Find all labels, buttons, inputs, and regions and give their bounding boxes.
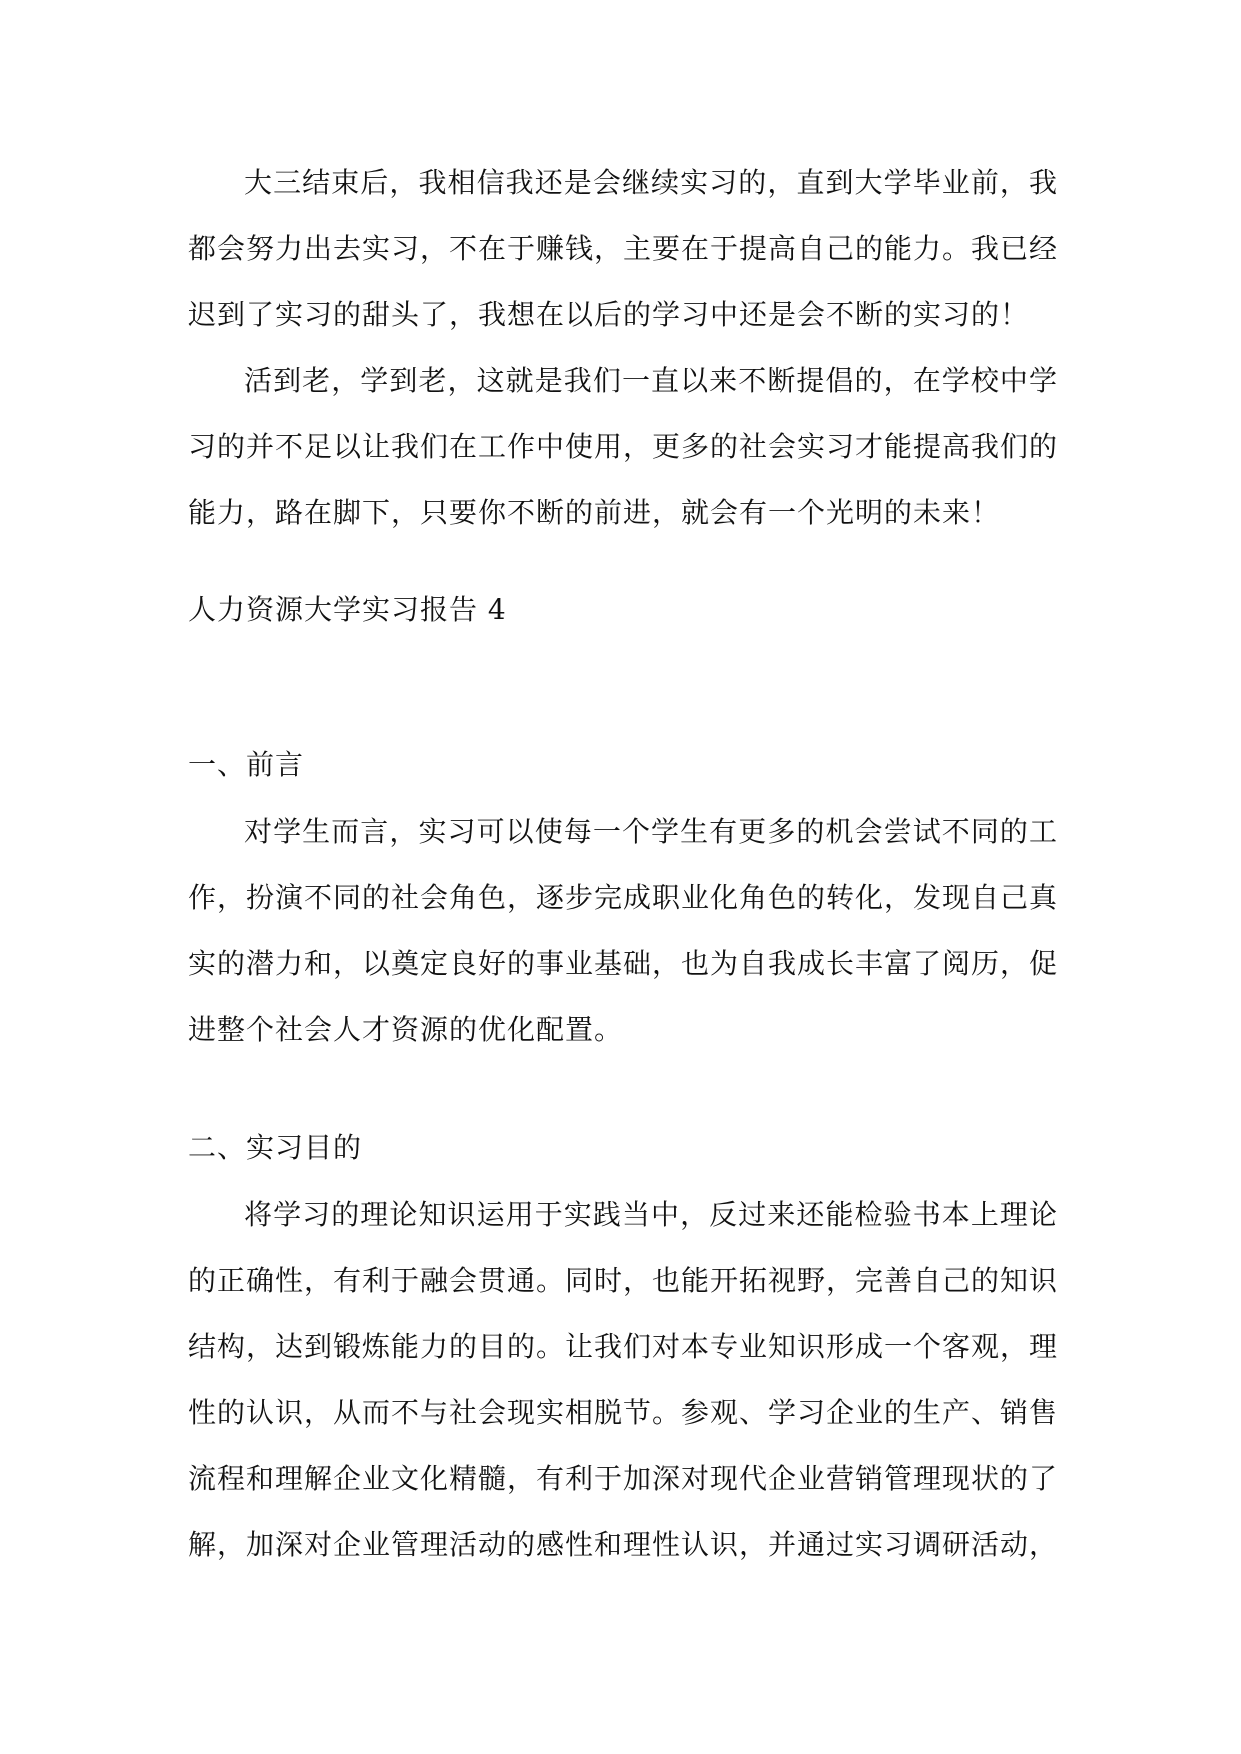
section-heading: 一、前言 <box>188 748 305 781</box>
report-title-block <box>188 590 1058 630</box>
body-paragraph: 大三结束后，我相信我还是会继续实习的，直到大学毕业前，我都会努力出去实习，不在于赚钱，主要在于提高自己的能力。我已经迟到了实习的甜头了，我想在以后的学习中还是会不断的实习的！ <box>188 166 1059 331</box>
paragraph-closing <box>188 348 1058 546</box>
body-paragraph: 将学习的理论知识运用于实践当中，反过来还能检验书本上理论的正确性，有利于融会贯通。同时，也能开拓视野，完善自己的知识结构，达到锻炼能力的目的。让我们对本专业知识形成一个客观，理性的认识，从而不与社会现实相脱节。参观、学习企业的生产、销售流程和理解企业文化精髓，有利于加深对现代企业营销管理现状的了解，加深对企业管理活动的感性和理性认识，并通过实习调研活动， <box>188 1198 1059 1561</box>
body-paragraph: 对学生而言，实习可以使每一个学生有更多的机会尝试不同的工作，扮演不同的社会角色，逐步完成职业化角色的转化，发现自己真实的潜力和，以奠定良好的事业基础，也为自我成长丰富了阅历，促进整个社会人才资源的优化配置。 <box>188 815 1059 1046</box>
section-heading-purpose <box>188 1128 1058 1168</box>
section-heading: 二、实习目的 <box>188 1131 363 1164</box>
report-title: 人力资源大学实习报告 4 <box>188 593 507 626</box>
section-heading-preface <box>188 745 1058 785</box>
section-body-preface <box>188 799 1058 1063</box>
paragraph-continuation <box>188 150 1058 348</box>
section-body-purpose <box>188 1182 1058 1578</box>
body-paragraph: 活到老，学到老，这就是我们一直以来不断提倡的，在学校中学习的并不足以让我们在工作中使用，更多的社会实习才能提高我们的能力，路在脚下，只要你不断的前进，就会有一个光明的未来！ <box>188 364 1059 529</box>
